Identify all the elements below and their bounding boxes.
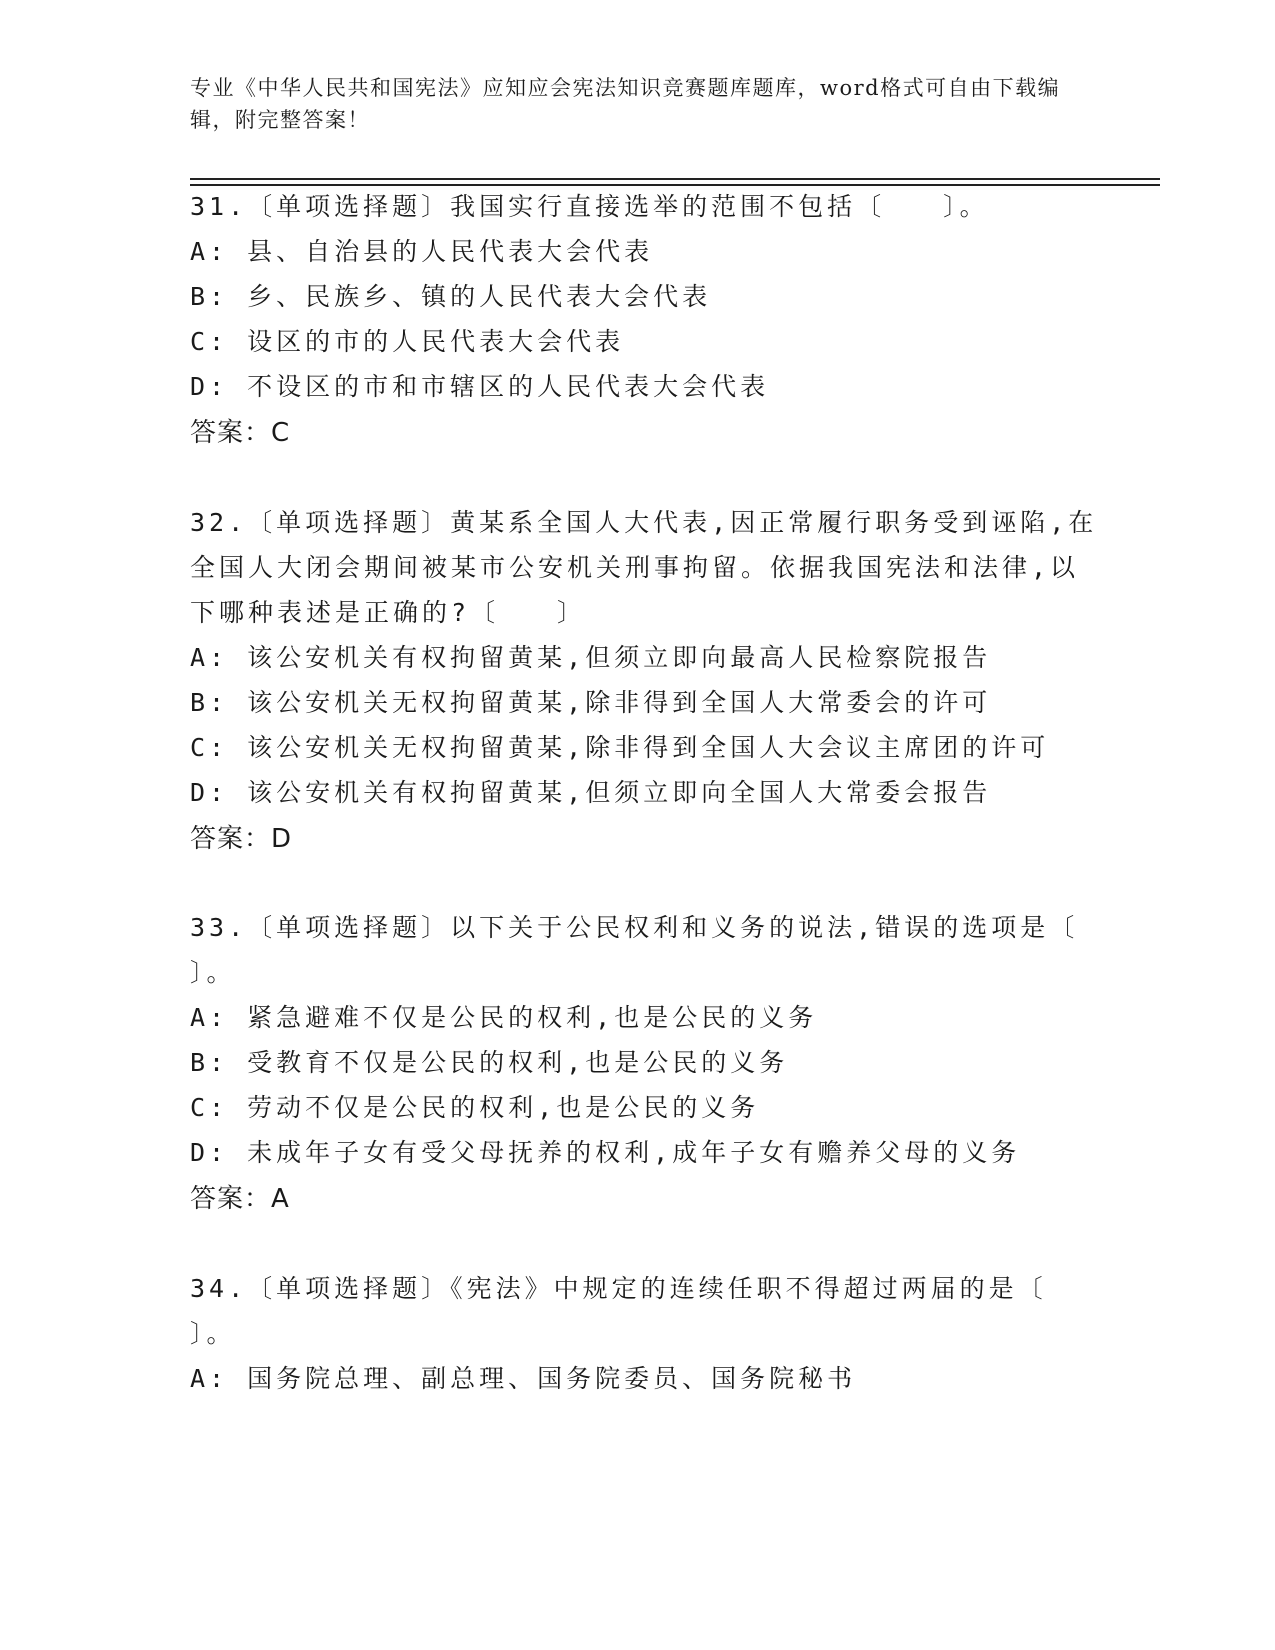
- document-header: 专业《中华人民共和国宪法》应知应会宪法知识竞赛题库题库，word格式可自由下载编辑，附完整答案！: [190, 76, 1061, 132]
- header-divider-top: [190, 178, 1160, 180]
- question-33-option-c: C: 劳动不仅是公民的权利,也是公民的义务: [190, 1093, 760, 1122]
- header-divider-bottom: [190, 184, 1160, 186]
- question-31-stem-line-1: 31.〔单项选择题〕我国实行直接选举的范围不包括〔 〕。: [190, 192, 989, 221]
- question-34-option-a: A: 国务院总理、副总理、国务院委员、国务院秘书: [190, 1364, 857, 1393]
- question-32-option-d: D: 该公安机关有权拘留黄某,但须立即向全国人大常委会报告: [190, 778, 992, 807]
- question-32-stem-line-1: 32.〔单项选择题〕黄某系全国人大代表,因正常履行职务受到诬陷,在: [190, 508, 1098, 537]
- question-33-option-b: B: 受教育不仅是公民的权利,也是公民的义务: [190, 1048, 789, 1077]
- question-34-stem-line-1: 34.〔单项选择题〕《宪法》中规定的连续任职不得超过两届的是〔: [190, 1274, 1047, 1303]
- question-31-option-d: D: 不设区的市和市辖区的人民代表大会代表: [190, 372, 770, 401]
- question-31-option-c: C: 设区的市的人民代表大会代表: [190, 327, 625, 356]
- question-33-option-a: A: 紧急避难不仅是公民的权利,也是公民的义务: [190, 1003, 818, 1032]
- question-33-stem-line-1: 33.〔单项选择题〕以下关于公民权利和义务的说法,错误的选项是〔: [190, 913, 1079, 942]
- question-31-answer: 答案：C: [190, 418, 291, 448]
- question-33-stem-line-2: 〕。: [190, 958, 236, 987]
- question-32-answer: 答案：D: [190, 824, 293, 854]
- question-32-option-c: C: 该公安机关无权拘留黄某,除非得到全国人大会议主席团的许可: [190, 733, 1050, 762]
- question-31-option-a: A: 县、自治县的人民代表大会代表: [190, 237, 654, 266]
- question-33-option-d: D: 未成年子女有受父母抚养的权利,成年子女有赡养父母的义务: [190, 1138, 1021, 1167]
- question-32-option-b: B: 该公安机关无权拘留黄某,除非得到全国人大常委会的许可: [190, 688, 992, 717]
- question-31-option-b: B: 乡、民族乡、镇的人民代表大会代表: [190, 282, 712, 311]
- question-32-stem-line-2: 全国人大闭会期间被某市公安机关刑事拘留。依据我国宪法和法律,以: [190, 553, 1080, 582]
- question-32-option-a: A: 该公安机关有权拘留黄某,但须立即向最高人民检察院报告: [190, 643, 992, 672]
- question-32-stem-line-3: 下哪种表述是正确的?〔 〕: [190, 598, 587, 627]
- question-34-stem-line-2: 〕。: [190, 1319, 236, 1348]
- question-33-answer: 答案：A: [190, 1184, 290, 1214]
